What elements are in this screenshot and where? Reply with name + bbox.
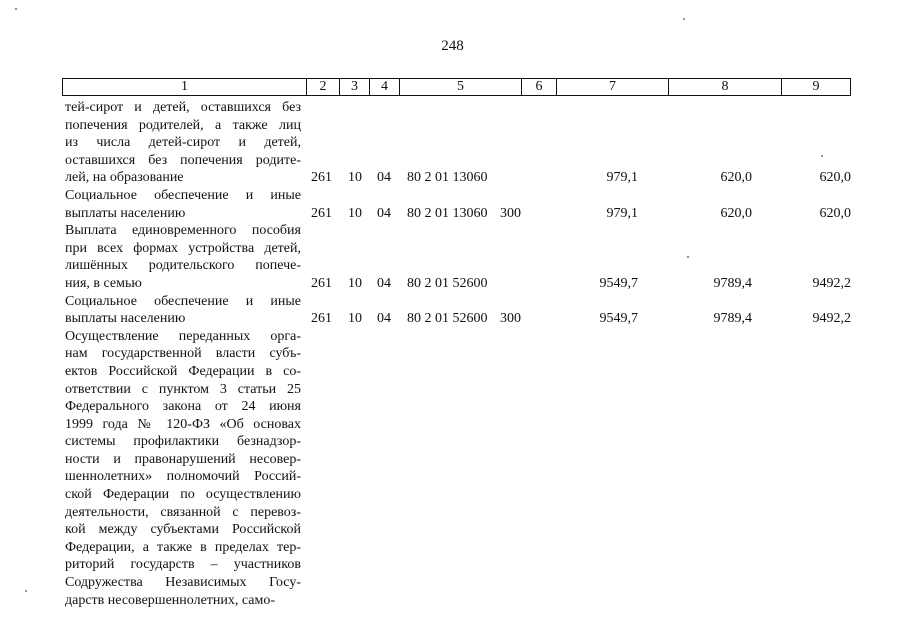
scan-speck — [25, 590, 27, 592]
description-line: деятельности, связанной с перевоз- — [65, 504, 301, 520]
cell-c8: 9789,4 — [713, 311, 752, 327]
description-line: Выплата единовременного пособия — [65, 223, 301, 239]
description-line: кой между субъектами Российской — [65, 522, 301, 538]
cell-c7: 979,1 — [606, 170, 638, 186]
scan-speck — [821, 155, 823, 157]
cell-c2: 261 — [311, 275, 332, 291]
table-row — [0, 187, 905, 222]
row-values — [0, 205, 905, 223]
cell-c2: 261 — [311, 205, 332, 221]
cell-c9: 620,0 — [819, 205, 851, 221]
scan-speck — [683, 18, 685, 20]
description-line: оставшихся без попечения родите- — [65, 152, 301, 168]
header-cell-5: 5 — [400, 79, 522, 95]
cell-c8: 620,0 — [720, 205, 752, 221]
cell-c4: 04 — [377, 311, 391, 327]
description-line: ния, в семью — [65, 275, 142, 291]
cell-c4: 04 — [377, 170, 391, 186]
cell-c2: 261 — [311, 170, 332, 186]
cell-c6: 300 — [500, 205, 521, 221]
description-line: выплаты населению — [65, 205, 186, 221]
cell-c7: 979,1 — [606, 205, 638, 221]
cell-c9: 620,0 — [819, 170, 851, 186]
cell-c5: 80 2 01 13060 — [407, 205, 488, 221]
description-line: шеннолетних» полномочий Россий- — [65, 469, 301, 485]
header-cell-7: 7 — [557, 79, 669, 95]
table-row — [0, 222, 905, 292]
cell-c7: 9549,7 — [599, 275, 638, 291]
table-body — [0, 99, 905, 609]
header-cell-3: 3 — [340, 79, 370, 95]
cell-c4: 04 — [377, 205, 391, 221]
cell-c8: 9789,4 — [713, 275, 752, 291]
description-line: ской Федерации по осуществлению — [65, 487, 301, 503]
header-cell-9: 9 — [812, 79, 820, 94]
row-values — [0, 169, 905, 187]
cell-c3: 10 — [348, 170, 362, 186]
cell-c5: 80 2 01 52600 — [407, 311, 488, 327]
description-line: тей-сирот и детей, оставшихся без — [65, 100, 301, 115]
cell-c5: 80 2 01 13060 — [407, 170, 488, 186]
scan-speck — [15, 8, 17, 10]
description-line: риторий государств – участников — [65, 557, 301, 573]
header-cell-2: 2 — [307, 79, 340, 95]
description-line: дарств несовершеннолетних, само- — [65, 592, 276, 608]
table-row — [0, 99, 905, 187]
table-header — [62, 78, 851, 96]
header-cell-4: 4 — [370, 79, 400, 95]
cell-c9: 9492,2 — [812, 275, 851, 291]
header-cell-6: 6 — [522, 79, 557, 95]
description-line: ности и правонарушений несовер- — [65, 451, 301, 467]
description-line: Осуществление переданных орга- — [65, 328, 301, 344]
cell-c3: 10 — [348, 311, 362, 327]
cell-c6: 300 — [500, 311, 521, 327]
description-line: Федерального закона от 24 июня — [65, 399, 301, 415]
row-values — [0, 310, 905, 328]
description-line: Содружества Независимых Госу- — [65, 575, 301, 591]
cell-c7: 9549,7 — [599, 311, 638, 327]
header-cell-1: 1 — [63, 79, 307, 95]
cell-c9: 9492,2 — [812, 311, 851, 327]
description-line: лей, на образование — [65, 170, 184, 186]
description-line: Социальное обеспечение и иные — [65, 187, 301, 203]
cell-c3: 10 — [348, 275, 362, 291]
row-values — [0, 592, 905, 610]
cell-c2: 261 — [311, 311, 332, 327]
table-row — [0, 293, 905, 328]
description-line: 1999 года № 120-ФЗ «Об основах — [65, 416, 301, 432]
row-description — [65, 328, 301, 610]
description-line: при всех формах устройства детей, — [65, 240, 301, 256]
description-line: ектов Российской Федерации в со- — [65, 363, 301, 379]
page-number: 248 — [441, 38, 464, 54]
row-values — [0, 275, 905, 293]
description-line: лишённых родительского попече- — [65, 258, 301, 274]
header-cell-8: 8 — [669, 79, 782, 95]
description-line: попечения родителей, а также лиц — [65, 117, 301, 133]
description-line: Социальное обеспечение и иные — [65, 293, 301, 309]
description-line: системы профилактики безнадзор- — [65, 434, 301, 450]
description-line: Федерации, а также в пределах тер- — [65, 539, 301, 555]
cell-c4: 04 — [377, 275, 391, 291]
description-line: нам государственной власти субъ- — [65, 346, 301, 362]
table-row — [0, 328, 905, 610]
scan-speck — [687, 256, 689, 258]
description-line: выплаты населению — [65, 311, 186, 327]
description-line: ответствии с пунктом 3 статьи 25 — [65, 381, 301, 397]
cell-c5: 80 2 01 52600 — [407, 275, 488, 291]
cell-c8: 620,0 — [720, 170, 752, 186]
cell-c3: 10 — [348, 205, 362, 221]
description-line: из числа детей-сирот и детей, — [65, 135, 301, 151]
